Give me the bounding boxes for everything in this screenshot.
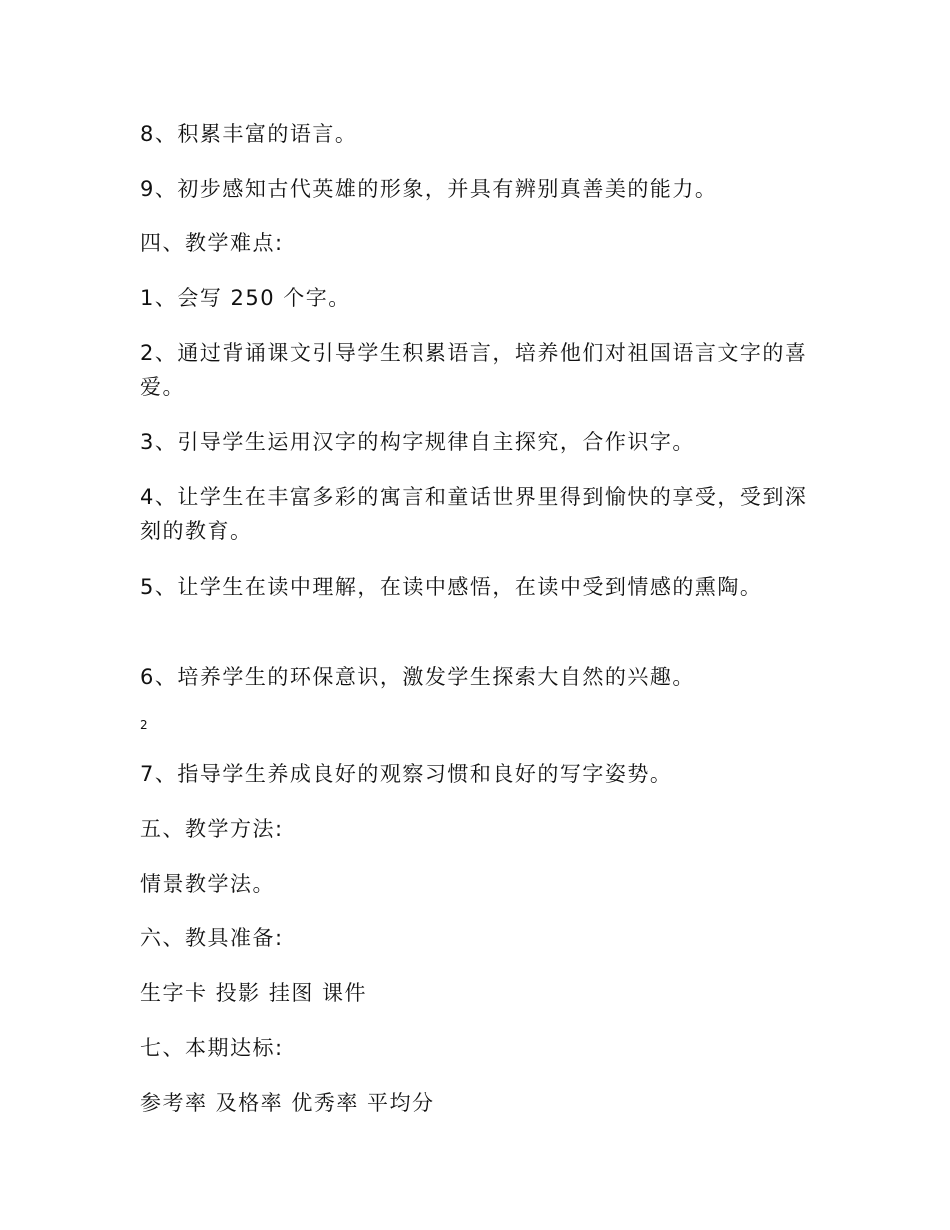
section-heading-teaching-methods: 五、教学方法: xyxy=(140,817,284,841)
paragraph-item-7: 7、指导学生养成良好的观察习惯和良好的写字姿势。 xyxy=(140,762,673,786)
page-number: 2 xyxy=(140,718,148,732)
paragraph-item-2: 2、通过背诵课文引导学生积累语言，培养他们对祖国语言文字的喜爱。 xyxy=(140,341,808,399)
paragraph-item-9: 9、初步感知古代英雄的形象，并具有辨别真善美的能力。 xyxy=(140,177,718,201)
paragraph-teaching-method: 情景教学法。 xyxy=(140,872,275,896)
paragraph-item-1: 1、会写 250 个字。 xyxy=(140,286,351,310)
section-heading-teaching-difficulties: 四、教学难点: xyxy=(140,231,284,255)
paragraph-item-6: 6、培养学生的环保意识，激发学生探索大自然的兴趣。 xyxy=(140,665,695,689)
paragraph-item-3: 3、引导学生运用汉字的构字规律自主探究，合作识字。 xyxy=(140,430,695,454)
section-heading-teaching-aids: 六、教具准备: xyxy=(140,926,284,950)
section-heading-targets: 七、本期达标: xyxy=(140,1036,284,1060)
paragraph-item-8: 8、积累丰富的语言。 xyxy=(140,122,358,146)
paragraph-item-4: 4、让学生在丰富多彩的寓言和童话世界里得到愉快的享受，受到深刻的教育。 xyxy=(140,485,808,543)
paragraph-teaching-aids: 生字卡 投影 挂图 课件 xyxy=(140,981,368,1005)
paragraph-item-5: 5、让学生在读中理解，在读中感悟，在读中受到情感的熏陶。 xyxy=(140,575,763,599)
paragraph-targets: 参考率 及格率 优秀率 平均分 xyxy=(140,1091,435,1115)
